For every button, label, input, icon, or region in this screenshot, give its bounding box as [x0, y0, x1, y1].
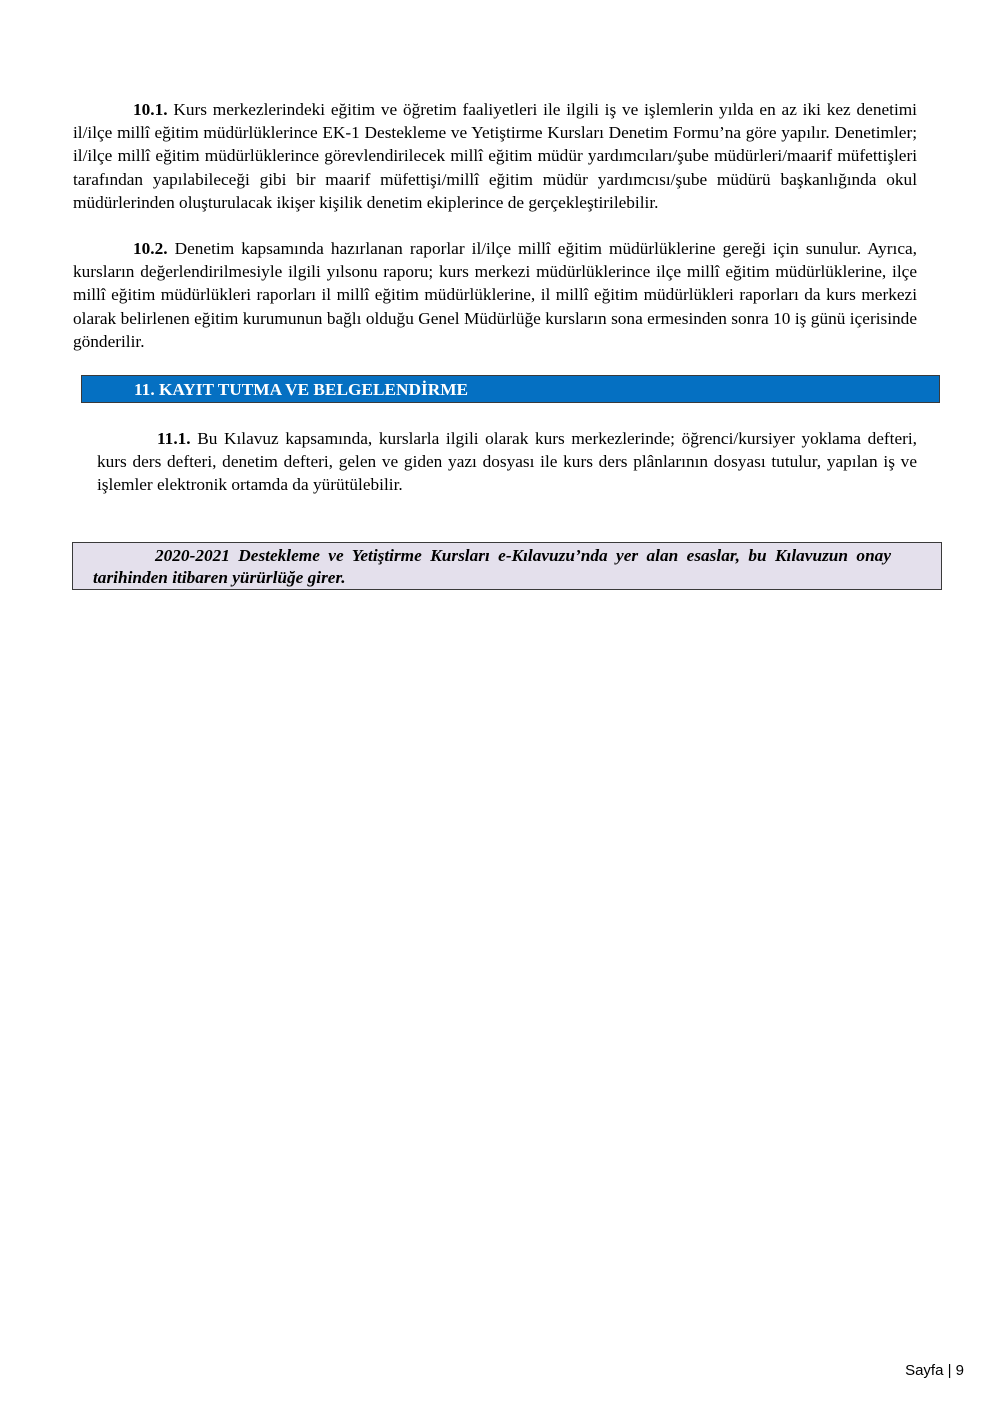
paragraph-text: Bu Kılavuz kapsamında, kurslarla ilgili olarak kurs merkezlerinde; öğrenci/kursiyer yoklama defteri, kurs ders defteri, denetim defteri, gelen ve giden yazı dosyası ile kurs ders plânlarının dosyası tutulur, yapılan iş ve işlemler elektronik ortamda da yürütülebilir. — [97, 429, 917, 495]
paragraph-text: Kurs merkezlerindeki eğitim ve öğretim faaliyetleri ile ilgili iş ve işlemlerin yılda en az iki kez denetimi il/ilçe millî eğitim müdürlüklerince EK-1 Destekleme ve Yetiştirme Kursları Denetim Formu’na göre yapılır. Denetimler; il/ilçe millî eğitim müdürlüklerince görevlendirilecek millî eğitim müdür yardımcıları/şube müdürleri/maarif müfettişleri tarafından yapılabileceği gibi bir maarif müfettişi/millî eğitim müdür yardımcısı/şube müdürü başkanlığında okul müdürlerinden oluşturulacak ikişer kişilik denetim ekiplerince de gerçekleştirilebilir. — [73, 100, 917, 212]
paragraph-number: 10.2. — [133, 239, 168, 258]
paragraph-10-2 — [73, 237, 917, 353]
page-number: Sayfa | 9 — [905, 1362, 964, 1379]
paragraph-11-1 — [97, 427, 917, 497]
paragraph-10-1 — [73, 98, 917, 214]
section-heading-bar — [81, 375, 940, 403]
section-heading: 11. KAYIT TUTMA VE BELGELENDİRME — [134, 380, 469, 399]
paragraph-text: Denetim kapsamında hazırlanan raporlar il/ilçe millî eğitim müdürlüklerine gereği için sunulur. Ayrıca, kursların değerlendirilmesiyle ilgili yılsonu raporu; kurs merkezi müdürlüklerince ilçe millî eğitim müdürlüklerine, ilçe millî eğitim müdürlükleri raporları il millî eğitim müdürlüklerine, il millî eğitim müdürlükleri raporları da kurs merkezi olarak belirlenen eğitim kurumunun bağlı olduğu Genel Müdürlüğe kursların sona ermesinden sonra 10 iş günü içerisinde gönderilir. — [73, 239, 917, 351]
note-box — [72, 542, 942, 590]
paragraph-number: 10.1. — [133, 100, 168, 119]
note-text: 2020-2021 Destekleme ve Yetiştirme Kursları e-Kılavuzu’nda yer alan esaslar, bu Kılavuzun onay tarihinden itibaren yürürlüğe girer. — [93, 546, 891, 587]
paragraph-number: 11.1. — [157, 429, 191, 448]
